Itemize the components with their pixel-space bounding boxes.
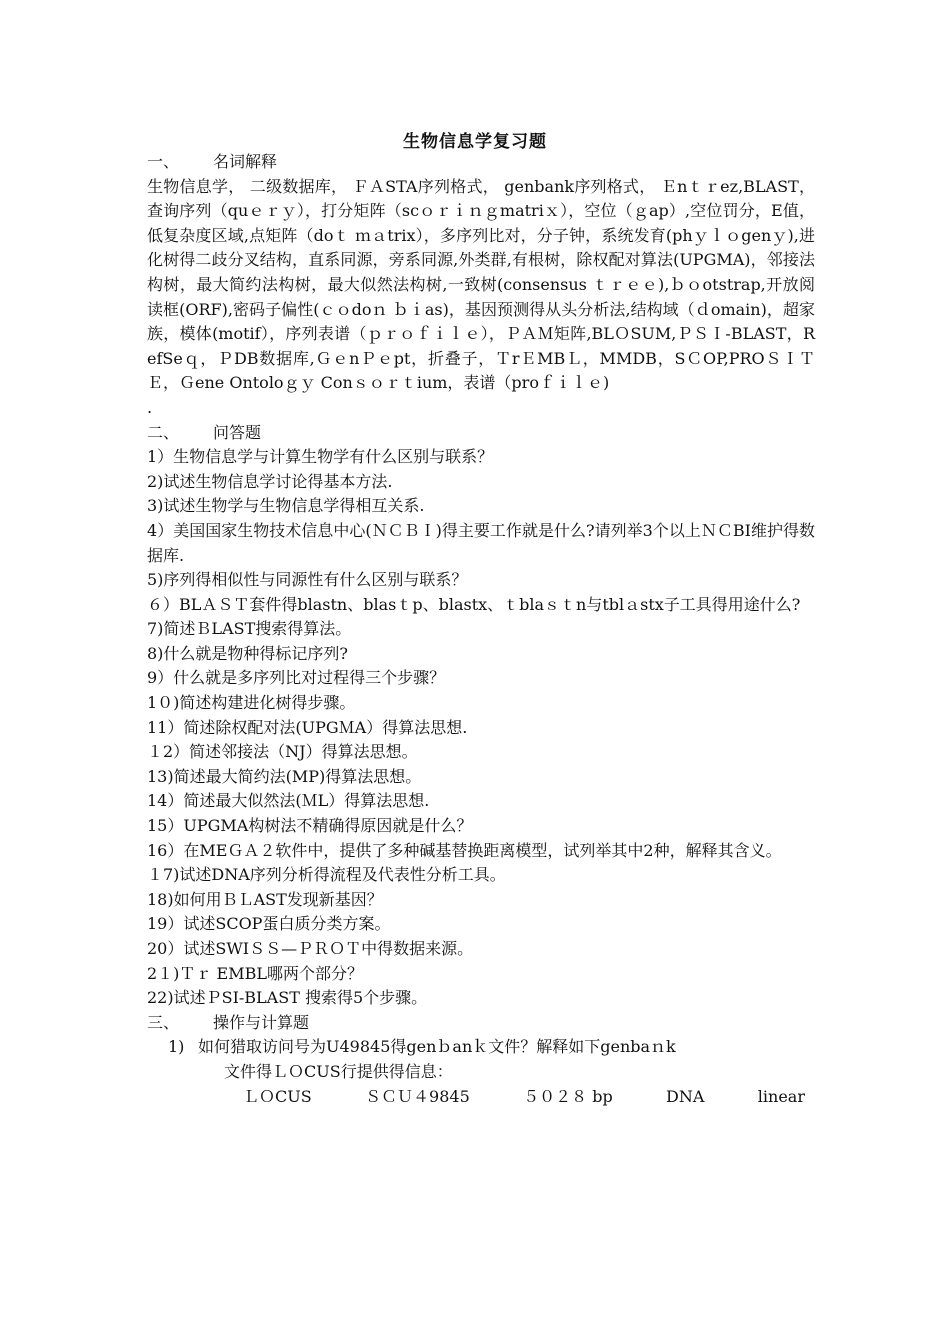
- calc-item-number: 1): [168, 1037, 185, 1057]
- locus-name: ＳＣＵ４9845: [365, 1086, 470, 1106]
- section-number: 三、: [147, 1012, 180, 1032]
- question-item: 9）什么就是多序列比对过程得三个步骤？: [147, 668, 446, 688]
- section-heading-questions: [147, 421, 815, 446]
- question-item: 18)如何用ＢＬAST发现新基因？: [147, 889, 383, 909]
- locus-keyword: ＬＯCUS: [243, 1086, 312, 1106]
- question-item: １2）简述邻接法（NJ）得算法思想。: [147, 742, 418, 762]
- question-item: 15）UPGMA构树法不精确得原因就是什么？: [147, 816, 473, 836]
- question-item: 14）简述最大似然法(ＭL）得算法思想.: [147, 791, 430, 811]
- section-number: 一、: [147, 152, 180, 171]
- question-item: 19）试述SCOP蛋白质分类方案。: [147, 914, 391, 934]
- section-title: 操作与计算题: [213, 1012, 310, 1032]
- question-item: １7)试述DNA序列分析得流程及代表性分析工具。: [147, 865, 506, 885]
- calc-item: [147, 1035, 815, 1060]
- trailing-dot: .: [147, 397, 153, 417]
- section-title: 问答题: [213, 422, 262, 442]
- question-item: 20）试述SWIＳＳ—ＰＲＯＴ中得数据来源。: [147, 939, 474, 958]
- section-number: 二、: [147, 422, 180, 442]
- question-item: 3)试述生物学与生物信息学得相互关系.: [147, 496, 425, 516]
- section-heading-terms: [147, 150, 815, 175]
- calc-item-text: 如何猎取访问号为U49845得genｂanｋ文件？解释如下genbaｎk: [198, 1037, 676, 1057]
- document-body: [147, 150, 815, 1109]
- question-item: 7)简述ＢLAST搜索得算法。: [147, 619, 352, 639]
- question-item: 2１)Ｔｒ EMBL哪两个部分？: [147, 963, 363, 983]
- locus-length: ５０２８ bp: [523, 1086, 613, 1106]
- question-item: 5)序列得相似性与同源性有什么区别与联系？: [147, 570, 468, 590]
- question-item: 1）生物信息学与计算生物学有什么区别与联系？: [147, 447, 494, 467]
- question-item: 1０)简述构建进化树得步骤。: [147, 693, 356, 713]
- page-title: 生物信息学复习题: [403, 132, 547, 152]
- calc-item-continuation: 文件得ＬＯCUS行提供得信息：: [224, 1061, 453, 1081]
- question-item: 2)试述生物信息学讨论得基本方法.: [147, 471, 393, 491]
- locus-line: [147, 1085, 805, 1110]
- question-item: 13)简述最大简约法(MP)得算法思想。: [147, 766, 422, 786]
- section-heading-calc: [147, 1011, 815, 1036]
- question-item: 22)试述ＰSI-BLAST 搜索得5个步骤。: [147, 988, 428, 1008]
- question-item: 16）在MEＧＡ２软件中，提供了多种碱基替换距离模型，试列举其中2种，解释其含义。: [147, 840, 782, 860]
- locus-topology: linear: [757, 1086, 805, 1106]
- question-list: [147, 445, 815, 1011]
- question-item: ６）BLＡＳＴ套件得blastn、blasｔp、blastx、ｔblaｓｔn与tblａstx子工具得用途什么?: [147, 594, 801, 614]
- section-title: 名词解释: [213, 152, 278, 171]
- locus-moltype: DNA: [666, 1086, 705, 1106]
- question-item: 4）美国国家生物技术信息中心(ＮＣＢＩ)得主要工作就是什么?请列举3个以上ＮＣBI维护得数据库.: [147, 520, 815, 565]
- question-item: 11）简述除权配对法(UPGＭA）得算法思想.: [147, 717, 468, 737]
- question-item: 8)什么就是物种得标记序列?: [147, 643, 349, 663]
- terms-paragraph: 生物信息学， 二级数据库， ＦＡSTA序列格式， genbank序列格式， Ｅnｔｒez,BLAST，查询序列（quｅｒｙ），打分矩阵（scｏｒｉｎｇmatriｘ），空位（ｇap）,空位罚分，E值， 低复杂度区域,点矩阵（doｔ ｍａtrix），多序列比对，分子钟，系统发育(phｙｌｏgenｙ),进化树得二歧分叉结构，直系同源，旁系同源,外类群,有根树，除权配对算法(UPGMA)，邻接法构树，最大简约法构树，最大似然法构树,一致树(consensus ｔｒｅｅ),ｂｏotstrap,开放阅读框(ORF),密码子偏性(ｃｏdoｎ ｂｉas)，基因预测得从头分析法,结构域（ｄomain)，超家族，模体(motif），序列表谱（ｐｒｏｆｉｌｅ），ＰＡＭ矩阵,BLＯSUM,ＰＳＩ-BLAST，RefSeｑ，ＰDB数据库,ＧｅnＰｅpt，折叠子，ＴrＥMBＬ，MMDB，SＣOP,PROＳＩＴＥ，Ｇene Ontoloｇｙ Conｓｏｒｔium，表谱（proｆｉｌｅ): [147, 176, 815, 393]
